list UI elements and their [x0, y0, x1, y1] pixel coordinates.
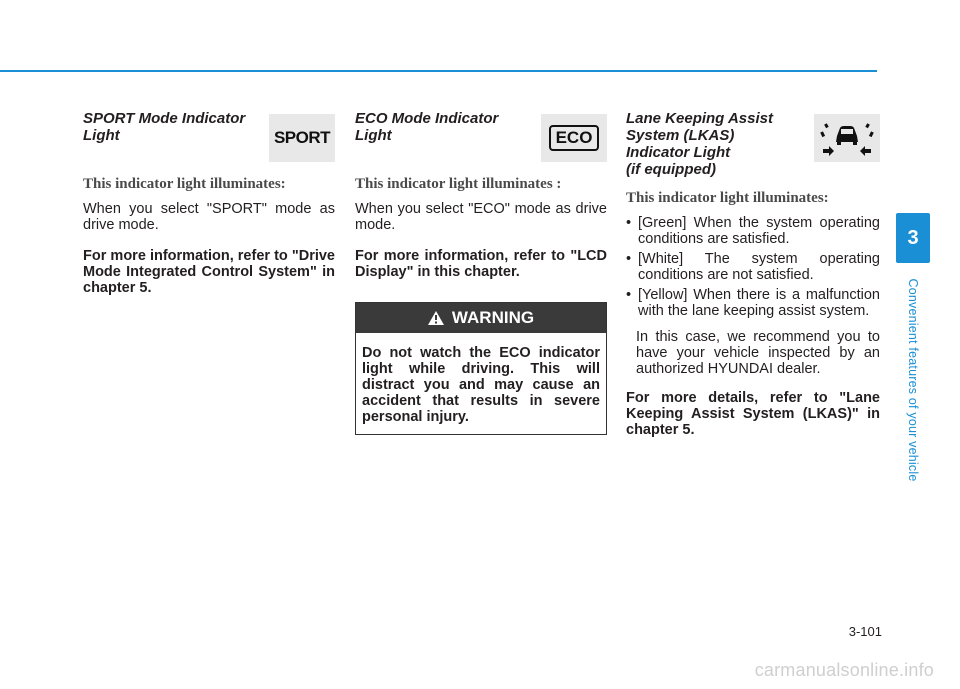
list-item: • [White] The system operating conditions are not satisfied.: [626, 251, 880, 283]
lkas-car-icon: [814, 114, 880, 162]
sport-header: [83, 110, 335, 162]
warning-title: WARNING: [451, 308, 535, 327]
eco-icon-label: ECO: [549, 125, 600, 151]
sport-reference: For more information, refer to "Drive Mode Integrated Control System" in chapter 5.: [83, 248, 335, 296]
top-rule: [0, 70, 877, 72]
lkas-heading-line-1: Lane Keeping Assist: [626, 110, 773, 127]
sport-subheading: This indicator light illuminates:: [83, 176, 286, 192]
sport-icon-label: SPORT: [273, 128, 331, 147]
chapter-number: 3: [907, 226, 919, 249]
list-item: • [Yellow] When there is a malfunction with the lane keeping assist system.: [626, 287, 880, 319]
lkas-status-list: [626, 215, 880, 319]
eco-heading: ECO Mode Indicator Light: [355, 110, 499, 144]
lkas-heading-line-4: (if equipped): [626, 161, 716, 178]
sport-section: [83, 110, 335, 296]
lkas-heading: [626, 110, 806, 178]
lkas-section: [626, 110, 880, 438]
warning-header: [356, 303, 606, 333]
warning-text: Do not watch the ECO indicator light while driving. This will distract you and may cause an accident that results in severe personal injury.: [362, 345, 600, 425]
sport-indicator-icon: [269, 114, 335, 162]
lkas-heading-line-2: System (LKAS): [626, 127, 735, 144]
list-item: • [Green] When the system operating conditions are satisfied.: [626, 215, 880, 247]
watermark: carmanualsonline.info: [754, 660, 934, 680]
warning-box: [355, 302, 607, 435]
eco-indicator-icon: [541, 114, 607, 162]
eco-body: When you select "ECO" mode as drive mode.: [355, 201, 607, 233]
sport-heading: SPORT Mode Indicator Light: [83, 110, 246, 144]
chapter-label: Convenient features of your vehicle: [906, 278, 920, 482]
eco-subheading: This indicator light illuminates :: [355, 176, 562, 192]
lkas-header: [626, 110, 880, 178]
lkas-heading-line-3: Indicator Light: [626, 144, 731, 161]
eco-reference: For more information, refer to "LCD Display" in this chapter.: [355, 248, 607, 280]
eco-header: [355, 110, 607, 162]
page-number: 3-101: [848, 624, 882, 639]
warning-triangle-icon: [428, 311, 444, 325]
lkas-reference: For more details, refer to "Lane Keeping Assist System (LKAS)" in chapter 5.: [626, 390, 880, 438]
lkas-note: In this case, we recommend you to have your vehicle inspected by an authorized HYUNDAI dealer.: [636, 329, 880, 377]
sport-body: When you select "SPORT" mode as drive mode.: [83, 201, 335, 233]
lkas-subheading: This indicator light illuminates:: [626, 190, 829, 206]
eco-section: [355, 110, 607, 435]
chapter-tab: [896, 213, 930, 263]
